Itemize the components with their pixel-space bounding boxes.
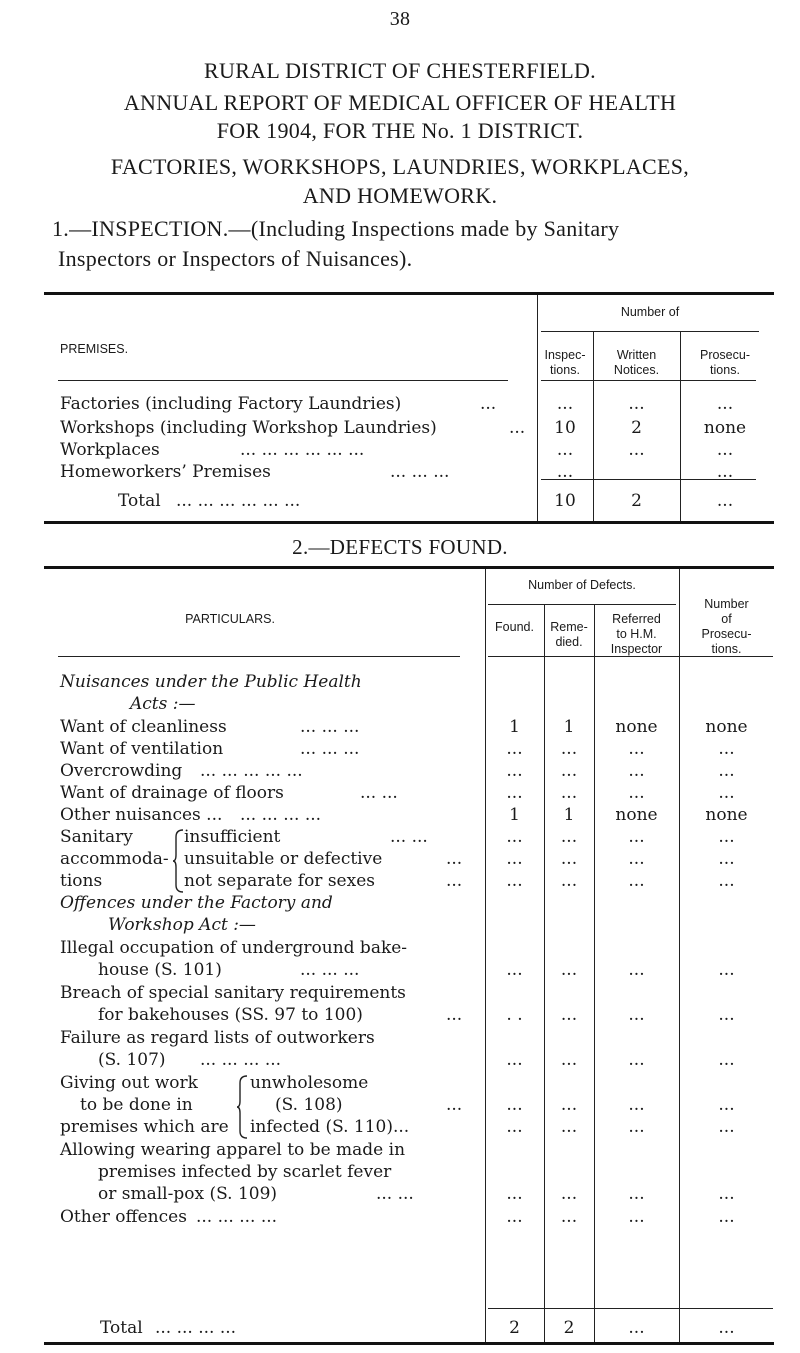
- remedied-column-header: Reme- died.: [550, 620, 588, 649]
- prosecutions-value: ...: [718, 1184, 735, 1204]
- total-remedied-value: 2: [563, 1318, 575, 1338]
- prosecutions-value: ...: [716, 440, 734, 460]
- prosecutions-value: ...: [718, 960, 735, 980]
- written-notices-value: ...: [628, 440, 645, 460]
- leader-dots: ... ... ... ... ...: [200, 761, 303, 781]
- remedied-value: ...: [560, 960, 578, 980]
- remedied-value: ...: [560, 1207, 578, 1227]
- particulars-label: not separate for sexes: [184, 871, 375, 891]
- referred-value: ...: [628, 1207, 645, 1227]
- table2-top-rule: [44, 566, 774, 569]
- particulars-label: Breach of special sanitary requirements: [60, 983, 406, 1003]
- leader-dots: ... ...: [376, 1184, 414, 1204]
- inspections-value: ...: [556, 462, 574, 482]
- leader-dots: ... ... ...: [300, 717, 360, 737]
- giving-out-brace-icon: [236, 1075, 248, 1139]
- prosecutions-value: ...: [718, 1050, 735, 1070]
- particulars-label-cont: (S. 107): [98, 1050, 166, 1070]
- found-value: ...: [506, 1095, 523, 1115]
- prosecutions-value: ...: [718, 1117, 735, 1137]
- table1-group-rule: [541, 331, 759, 332]
- prosecutions-value: ...: [718, 739, 735, 759]
- inspections-value: 10: [554, 418, 576, 438]
- prosecutions-column-header: Prosecu- tions.: [699, 348, 751, 377]
- particulars-label: Overcrowding: [60, 761, 183, 781]
- referred-value: ...: [628, 1095, 645, 1115]
- prosecutions-value: ...: [716, 394, 734, 414]
- leader-dots: ...: [446, 1095, 463, 1115]
- remedied-value: ...: [560, 1050, 578, 1070]
- particulars-label: Failure as regard lists of outworkers: [60, 1028, 375, 1048]
- remedied-value: ...: [560, 1095, 578, 1115]
- prosecutions-value: none: [705, 805, 748, 825]
- defects-heading: 2.—DEFECTS FOUND.: [292, 535, 508, 559]
- found-value: . .: [506, 1005, 523, 1025]
- leader-dots: ...: [480, 394, 497, 414]
- remedied-value: ...: [560, 871, 578, 891]
- offences-subheading: Offences under the Factory and: [60, 893, 333, 913]
- total-prosecutions-value: ...: [718, 1318, 735, 1338]
- total-label: Total: [118, 491, 161, 511]
- prosecutions-value: ...: [718, 1095, 735, 1115]
- found-value: 1: [509, 717, 520, 737]
- referred-value: ...: [628, 761, 645, 781]
- leader-dots: ... ... ... ...: [196, 1207, 278, 1227]
- referred-value: ...: [628, 827, 645, 847]
- total-found-value: 2: [509, 1318, 520, 1338]
- total-written-notices-value: 2: [631, 491, 642, 511]
- prosecutions-value: ...: [718, 1207, 735, 1227]
- particulars-label: infected (S. 110)...: [250, 1117, 410, 1137]
- number-of-defects-group-header: Number of Defects.: [528, 578, 636, 592]
- leader-dots: ... ... ...: [390, 462, 450, 482]
- leader-dots: ... ...: [360, 783, 398, 803]
- particulars-label: (S. 108): [275, 1095, 343, 1115]
- particulars-label: Want of cleanliness: [60, 717, 227, 737]
- category-title-2: AND HOMEWORK.: [302, 183, 498, 208]
- district-title: RURAL DISTRICT OF CHESTERFIELD.: [204, 58, 596, 83]
- found-value: ...: [506, 849, 523, 869]
- leader-dots: ... ... ...: [300, 739, 360, 759]
- table2-group-rule: [488, 604, 676, 605]
- sanitary-group-label: tions: [60, 871, 103, 891]
- particulars-column-header: PARTICULARS.: [185, 612, 275, 626]
- remedied-value: ...: [560, 1117, 578, 1137]
- particulars-label: insufficient: [184, 827, 281, 847]
- found-value: ...: [506, 739, 523, 759]
- particulars-label: Allowing wearing apparel to be made in: [60, 1140, 406, 1160]
- prosecutions-value: none: [703, 418, 747, 438]
- sanitary-group-label: accommoda-: [60, 849, 169, 869]
- sanitary-group-label: Sanitary: [60, 827, 133, 847]
- nuisances-subheading: Nuisances under the Public Health: [60, 672, 362, 692]
- leader-dots: ...: [446, 849, 463, 869]
- referred-value: none: [615, 805, 658, 825]
- found-value: ...: [506, 827, 523, 847]
- particulars-label: Illegal occupation of underground bake-: [60, 938, 408, 958]
- table2-header-rule: [58, 656, 460, 657]
- particulars-label: Other offences: [60, 1207, 187, 1227]
- leader-dots: ... ...: [390, 827, 428, 847]
- table2-bottom-rule: [44, 1342, 774, 1345]
- table1-header-rule: [58, 380, 508, 381]
- premises-label: Workplaces: [60, 440, 160, 460]
- remedied-value: ...: [560, 739, 578, 759]
- remedied-value: ...: [560, 783, 578, 803]
- prosecutions-value: ...: [718, 783, 735, 803]
- total-prosecutions-value: ...: [716, 491, 734, 511]
- category-title-1: FACTORIES, WORKSHOPS, LAUNDRIES, WORKPLACES,: [110, 154, 690, 179]
- referred-value: ...: [628, 849, 645, 869]
- leader-dots: ...: [446, 1005, 463, 1025]
- number-of-group-header: Number of: [620, 305, 680, 319]
- total-label: Total: [100, 1318, 143, 1338]
- offences-subheading-cont: Workshop Act :—: [108, 915, 256, 935]
- found-value: ...: [506, 1117, 523, 1137]
- referred-value: ...: [628, 783, 645, 803]
- table2-total-rule: [488, 1308, 773, 1309]
- particulars-label: unsuitable or defective: [184, 849, 383, 869]
- remedied-value: ...: [560, 827, 578, 847]
- inspection-heading-cont: Inspectors or Inspectors of Nuisances).: [58, 246, 413, 271]
- remedied-value: ...: [560, 849, 578, 869]
- prosecutions-value: ...: [718, 761, 735, 781]
- inspections-value: ...: [556, 394, 574, 414]
- written-notices-column-header: Written Notices.: [613, 348, 660, 377]
- inspection-heading: 1.—INSPECTION.—(Including Inspections made by Sanitary: [52, 216, 620, 241]
- particulars-label: Want of ventilation: [60, 739, 224, 759]
- leader-dots: ...: [446, 871, 463, 891]
- giving-out-group-label: to be done in: [80, 1095, 193, 1115]
- referred-value: ...: [628, 1050, 645, 1070]
- referred-value: ...: [628, 871, 645, 891]
- remedied-value: ...: [560, 1005, 578, 1025]
- remedied-value: 1: [563, 805, 575, 825]
- table1-header-rule: [541, 380, 756, 381]
- referred-value: ...: [628, 960, 645, 980]
- inspections-value: ...: [556, 440, 574, 460]
- referred-value: ...: [628, 1184, 645, 1204]
- leader-dots: ... ... ... ...: [155, 1318, 237, 1338]
- prosecutions-value: ...: [718, 827, 735, 847]
- table1-top-rule: [44, 292, 774, 295]
- leader-dots: ... ... ... ...: [200, 1050, 282, 1070]
- found-value: ...: [506, 1050, 523, 1070]
- found-value: ...: [506, 1207, 523, 1227]
- found-value: ...: [506, 783, 523, 803]
- found-value: 1: [509, 805, 520, 825]
- particulars-label-cont: premises infected by scarlet fever: [98, 1162, 392, 1182]
- particulars-label-cont: for bakehouses (SS. 97 to 100): [98, 1005, 363, 1025]
- inspections-column-header: Inspec- tions.: [544, 348, 586, 377]
- referred-value: ...: [628, 1117, 645, 1137]
- table2-divider: [485, 569, 486, 1344]
- leader-dots: ... ... ... ... ... ...: [176, 491, 301, 511]
- particulars-label-cont: house (S. 101): [98, 960, 222, 980]
- number-of-prosecutions-column-header: Number of Prosecu- tions.: [701, 597, 752, 656]
- found-value: ...: [506, 960, 523, 980]
- total-inspections-value: 10: [554, 491, 576, 511]
- found-value: ...: [506, 871, 523, 891]
- referred-column-header: Referred to H.M. Inspector: [610, 612, 663, 656]
- particulars-label: Other nuisances ...: [60, 805, 223, 825]
- premises-label: Factories (including Factory Laundries): [60, 394, 402, 414]
- premises-label: Workshops (including Workshop Laundries): [60, 418, 437, 438]
- prosecutions-value: ...: [718, 1005, 735, 1025]
- table1-bottom-rule: [44, 521, 774, 524]
- written-notices-value: ...: [628, 394, 645, 414]
- report-subtitle: FOR 1904, FOR THE No. 1 DISTRICT.: [216, 118, 584, 143]
- total-referred-value: ...: [628, 1318, 645, 1338]
- found-column-header: Found.: [495, 620, 534, 634]
- prosecutions-value: ...: [716, 462, 734, 482]
- found-value: ...: [506, 1184, 523, 1204]
- prosecutions-value: ...: [718, 871, 735, 891]
- page-number: 38: [389, 8, 411, 30]
- particulars-label-cont: or small-pox (S. 109): [98, 1184, 278, 1204]
- giving-out-group-label: premises which are: [60, 1117, 229, 1137]
- premises-label: Homeworkers’ Premises: [60, 462, 271, 482]
- leader-dots: ... ... ... ... ... ...: [240, 440, 365, 460]
- remedied-value: ...: [560, 1184, 578, 1204]
- leader-dots: ... ... ... ...: [240, 805, 322, 825]
- premises-column-header: PREMISES.: [60, 342, 129, 356]
- particulars-label: unwholesome: [250, 1073, 369, 1093]
- written-notices-value: 2: [631, 418, 642, 438]
- prosecutions-value: none: [705, 717, 748, 737]
- leader-dots: ... ... ...: [300, 960, 360, 980]
- giving-out-group-label: Giving out work: [60, 1073, 198, 1093]
- remedied-value: ...: [560, 761, 578, 781]
- prosecutions-value: ...: [718, 849, 735, 869]
- table2-divider: [679, 569, 680, 1344]
- referred-value: ...: [628, 1005, 645, 1025]
- referred-value: ...: [628, 739, 645, 759]
- sanitary-brace-icon: [172, 829, 184, 893]
- referred-value: none: [615, 717, 658, 737]
- report-title: ANNUAL REPORT OF MEDICAL OFFICER OF HEALTH: [123, 90, 677, 115]
- nuisances-subheading-cont: Acts :—: [130, 694, 196, 714]
- found-value: ...: [506, 761, 523, 781]
- remedied-value: 1: [563, 717, 575, 737]
- leader-dots: ...: [509, 418, 526, 438]
- particulars-label: Want of drainage of floors: [60, 783, 284, 803]
